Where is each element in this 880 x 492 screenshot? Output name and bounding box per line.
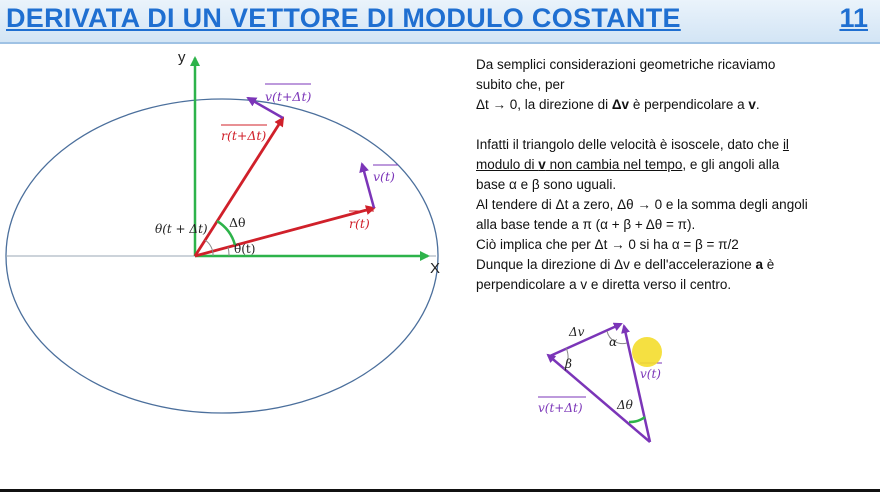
triangle-label-v-t-dt: v(t+Δt) [538,401,583,415]
text-line: Δt → 0, la direzione di Δv è perpendicolare a v. [476,97,760,112]
triangle-label-dv: Δv [569,325,585,339]
triangle-delta-theta-arc [629,417,645,422]
triangle-label-dtheta: Δθ [617,398,633,412]
label-theta-t-dt: θ(t + Δt) [155,222,208,236]
slide-title: DERIVATA DI UN VETTORE DI MODULO COSTANTE [6,3,681,33]
triangle-label-v-t: v(t) [640,367,661,381]
text-line: subito che, per [476,77,565,92]
circular-motion-diagram [0,44,470,484]
text-line: Infatti il triangolo delle velocità è isoscele, dato che il [476,137,789,152]
explanation-text [476,55,868,295]
text-line: Da semplici considerazioni geometriche ricaviamo [476,57,776,72]
label-v-t-dt: v(t+Δt) [265,89,312,104]
title-bar [0,0,880,44]
velocity-triangle [520,318,690,448]
triangle-label-alpha: α [609,335,618,349]
label-v-t: v(t) [373,169,395,184]
text-line: Ciò implica che per Δt → 0 si ha α = β = π/2 [476,237,739,252]
triangle-label-beta: β [565,357,572,371]
label-r-t: r(t) [349,216,370,231]
slide-number: 11 [839,3,868,33]
text-line: Al tendere di Δt a zero, Δθ → 0 e la somma degli angoli [476,197,808,212]
text-line: base α e β sono uguali. [476,177,617,192]
x-axis-label: X [430,260,441,277]
text-line: perpendicolare a v e diretta verso il centro. [476,277,732,292]
y-axis-label: y [178,49,186,66]
label-r-t-dt: r(t+Δt) [221,128,267,143]
pointer-highlight [632,337,662,367]
text-line: alla base tende a π (α + β + Δθ = π). [476,217,696,232]
label-theta-t: θ(t) [234,242,256,256]
text-line: Dunque la direzione di Δv e dell'accelerazione a è [476,257,775,272]
text-line: modulo di v non cambia nel tempo, e gli angoli alla [476,157,780,172]
label-delta-theta: Δθ [229,215,246,230]
